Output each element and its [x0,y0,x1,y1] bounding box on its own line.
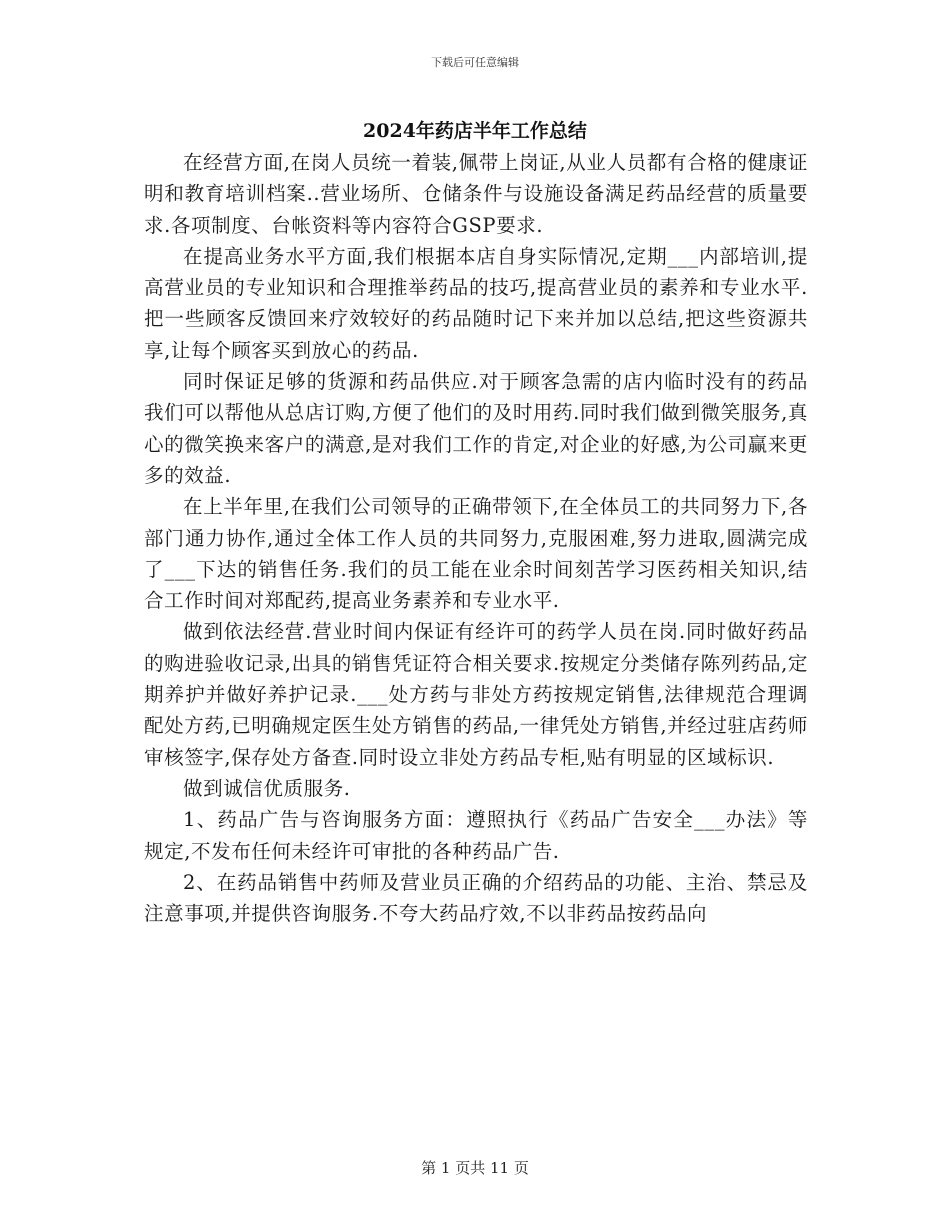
paragraph-sales: 在上半年里,在我们公司领导的正确带领下,在全体员工的共同努力下,各部门通力协作,通过全体工作人员的共同努力,克服困难,努力进取,圆满完成了___下达的销售任务.我们的员工能在业余时间刻苦学习医药相关知识,结合工作时间对郑配药,提高业务素养和专业水平. [144,495,808,613]
page-footer: 第 1 页共 11 页 [421,1159,529,1177]
paragraph-supply: 同时保证足够的货源和药品供应.对于顾客急需的店内临时没有的药品我们可以帮他从总店订购,方便了他们的及时用药.同时我们做到微笑服务,真心的微笑换来客户的满意,是对我们工作的肯定,对企业的好感,为公司赢来更多的效益. [144,370,808,487]
paragraph-legal: 做到依法经营.营业时间内保证有经许可的药学人员在岗.同时做好药品的购进验收记录,出具的销售凭证符合相关要求.按规定分类储存陈列药品,定期养护并做好养护记录.___处方药与非处方药按规定销售,法律规范合理调配处方药,已明确规定医生处方销售的药品,一律凭处方销售,并经过驻店药师审核签字,保存处方备查.同时设立非处方药品专柜,贴有明显的区域标识. [144,620,808,769]
paragraph-item-2: 2、在药品销售中药师及营业员正确的介绍药品的功能、主治、禁忌及注意事项,并提供咨询服务.不夸大药品疗效,不以非药品按药品向 [144,870,808,926]
header-note: 下载后可任意编辑 [431,56,519,69]
paragraph-training: 在提高业务水平方面,我们根据本店自身实际情况,定期___内部培训,提高营业员的专业知识和合理推举药品的技巧,提高营业员的素养和专业水平.把一些顾客反馈回来疗效较好的药品随时记下来并加以总结,把这些资源共享,让每个顾客买到放心的药品. [144,244,808,362]
paragraph-integrity: 做到诚信优质服务. [183,776,351,800]
paragraph-item-1: 1、药品广告与咨询服务方面：遵照执行《药品广告安全___办法》等规定,不发布任何未经许可审批的各种药品广告. [144,808,808,863]
document-title: 2024年药店半年工作总结 [363,120,587,142]
paragraph-operations: 在经营方面,在岗人员统一着装,佩带上岗证,从业人员都有合格的健康证明和教育培训档案..营业场所、仓储条件与设施设备满足药品经营的质量要求.各项制度、台帐资料等内容符合GSP要求. [144,151,808,237]
document-body [144,147,808,929]
